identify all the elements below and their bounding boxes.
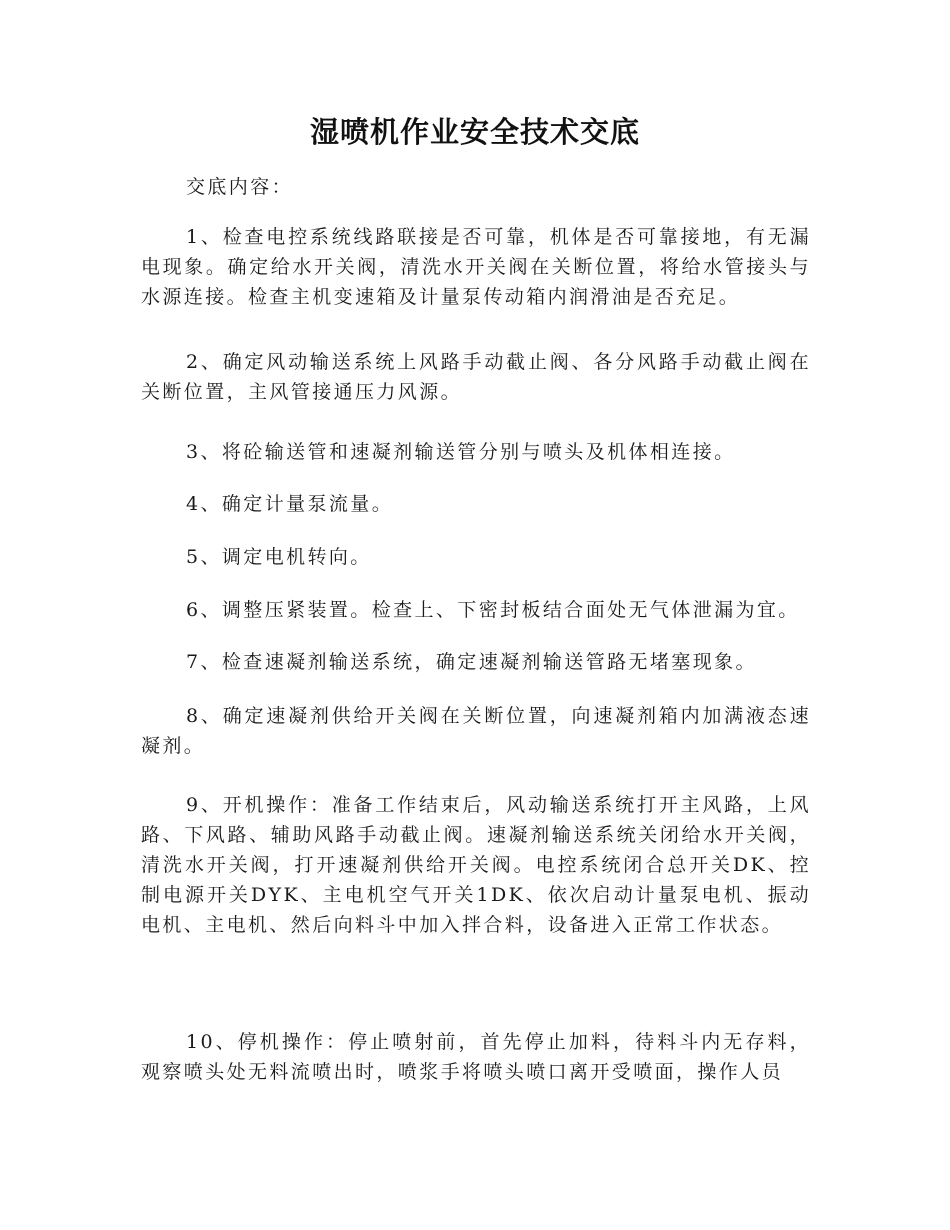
paragraph-item-5: 5、调定电机转向。 <box>186 546 372 568</box>
paragraph-item-8: 8、确定速凝剂供给开关阀在关断位置，向速凝剂箱内加满液态速凝剂。 <box>141 705 811 757</box>
paragraph-item-1: 1、检查电控系统线路联接是否可靠，机体是否可靠接地，有无漏电现象。确定给水开关阀，清洗水开关阀在关断位置，将给水管接头与水源连接。检查主机变速箱及计量泵传动箱内润滑油是否充足。 <box>141 226 811 308</box>
paragraph-item-9: 9、开机操作：准备工作结束后，风动输送系统打开主风路，上风路、下风路、辅助风路手动截止阀。速凝剂输送系统关闭给水开关阀，清洗水开关阀，打开速凝剂供给开关阀。电控系统闭合总开关DK、控制电源开关DYK、主电机空气开关1DK、依次启动计量泵电机、振动电机、主电机、然后向料斗中加入拌合料，设备进入正常工作状态。 <box>141 794 811 936</box>
paragraph-item-10: 10、停机操作：停止喷射前，首先停止加料，待料斗内无存料，观察喷头处无料流喷出时，喷浆手将喷头喷口离开受喷面，操作人员 <box>141 1031 811 1083</box>
paragraph-item-7: 7、检查速凝剂输送系统，确定速凝剂输送管路无堵塞现象。 <box>186 651 757 673</box>
intro-label: 交底内容： <box>186 176 294 198</box>
paragraph-item-4: 4、确定计量泵流量。 <box>186 493 394 515</box>
paragraph-item-2: 2、确定风动输送系统上风路手动截止阀、各分风路手动截止阀在关断位置，主风管接通压力风源。 <box>141 351 811 403</box>
document-title: 湿喷机作业安全技术交底 <box>309 115 640 149</box>
paragraph-item-3: 3、将砼输送管和速凝剂输送管分别与喷头及机体相连接。 <box>186 441 736 463</box>
paragraph-item-6: 6、调整压紧装置。检查上、下密封板结合面处无气体泄漏为宜。 <box>186 599 800 621</box>
